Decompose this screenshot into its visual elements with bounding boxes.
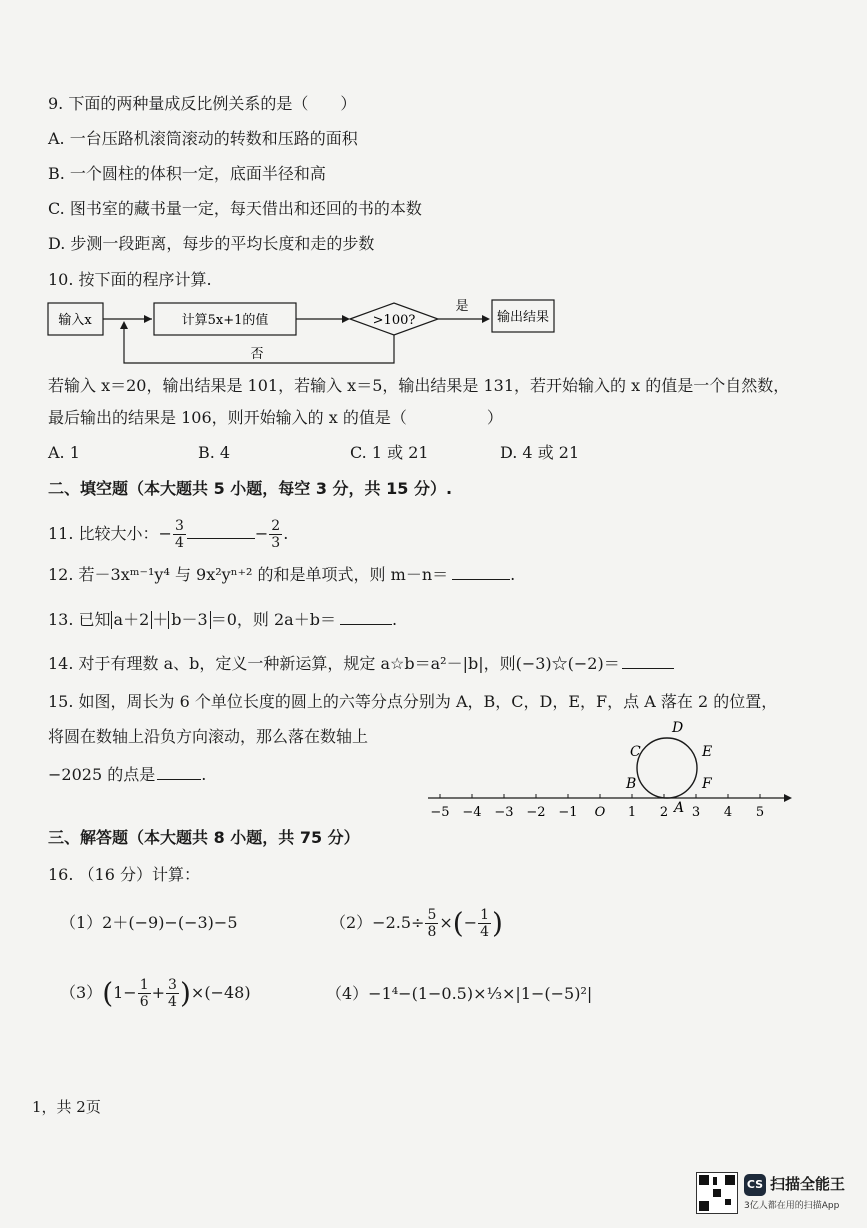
q11-fraction-2: $\frac{2}{3}$ — [271, 518, 281, 551]
q10-stem: 10. 按下面的程序计算. — [48, 270, 212, 289]
q11-fraction-1: $\frac{3}{4}$ — [174, 518, 184, 551]
q14 — [48, 652, 674, 674]
q15-line-1: 15. 如图，周长为 6 个单位长度的圆上的六等分点分别为 A，B，C，D，E，F，点 A 落在 2 的位置， — [48, 692, 778, 711]
circle-point-d: D — [672, 720, 684, 736]
app-slogan: 3亿人都在用的扫描App — [744, 1201, 840, 1211]
q15-number-line-figure — [420, 718, 800, 824]
q16-part-2: （2）−2.5÷ $\frac{5}{8}$ ×(− $\frac{1}{4}$ ) — [330, 906, 503, 940]
flow-output-box: 输出结果 — [496, 310, 550, 325]
qr-code-icon — [696, 1172, 738, 1214]
axis-tick-label: 1 — [627, 805, 637, 820]
q10-option-c: C. 1 或 21 — [350, 443, 429, 462]
q10-option-d: D. 4 或 21 — [500, 443, 580, 462]
q13-answer-blank[interactable] — [340, 608, 392, 625]
q16-p3-fraction-1: $\frac{1}{6}$ — [139, 977, 149, 1010]
q16-p2-fraction: $\frac{5}{8}$ — [427, 907, 437, 940]
q11: 11. 比较大小：− $\frac{3}{4}$ − $\frac{2}{3}$ . — [48, 518, 289, 551]
flow-compute-box: 计算5x+1的值 — [181, 313, 269, 328]
q9-stem: 9. 下面的两种量成反比例关系的是（ ） — [48, 94, 357, 113]
q10-text-2: 最后输出的结果是 106，则开始输入的 x 的值是（ ） — [48, 408, 503, 427]
axis-tick-label: 4 — [723, 805, 733, 820]
q16-part-4: （4）−1⁴−(1−0.5)×⅓×|1−(−5)²| — [326, 984, 593, 1003]
q15-circle — [637, 738, 697, 798]
axis-tick-label: 5 — [755, 805, 765, 820]
q10-option-b: B. 4 — [198, 443, 231, 462]
q13: 13. 已知 a＋2 ＋ b－3 ＝0，则 2a＋b＝ . — [48, 610, 398, 629]
q13-lead: 13. 已知 — [48, 610, 111, 629]
q14-answer-blank[interactable] — [622, 652, 674, 669]
axis-tick-label: −5 — [430, 805, 450, 820]
q16-part-3: （3）(1− $\frac{1}{6}$ + $\frac{3}{4}$ )×(−48) — [60, 976, 251, 1010]
circle-point-f: F — [702, 776, 712, 792]
flow-input-box: 输入x — [58, 313, 92, 328]
camscanner-logo-icon: CS — [744, 1174, 766, 1196]
q15-line-3: −2025 的点是 . — [48, 765, 207, 784]
axis-tick-label: 2 — [659, 805, 669, 820]
q13-tail: ＝0，则 2a＋b＝ — [210, 610, 336, 629]
axis-tick-label: 3 — [691, 805, 701, 820]
axis-tick-label: −3 — [494, 805, 514, 820]
q11-answer-blank[interactable] — [187, 522, 255, 539]
q13-abs-1: a＋2 — [111, 611, 153, 629]
q10-text-1: 若输入 x＝20，输出结果是 101，若输入 x＝5，输出结果是 131，若开始输入的 x 的值是一个自然数， — [48, 376, 790, 395]
q11-lead: 11. 比较大小： — [48, 524, 159, 543]
q9-option-d: D. 步测一段距离，每步的平均长度和走的步数 — [48, 234, 375, 253]
q16-stem: 16. （16 分）计算： — [48, 865, 200, 884]
q12-answer-blank[interactable] — [452, 563, 510, 580]
section-3-heading: 三、解答题（本大题共 8 小题，共 75 分） — [48, 828, 360, 847]
q12-text: 12. 若－3xᵐ⁻¹y⁴ 与 9x²yⁿ⁺² 的和是单项式，则 m－n＝ — [48, 565, 449, 584]
q9-option-c: C. 图书室的藏书量一定，每天借出和还回的书的本数 — [48, 199, 422, 218]
flow-yes-label: 是 — [455, 299, 469, 314]
circle-point-a: A — [674, 800, 685, 816]
flow-condition-diamond: >100? — [372, 313, 416, 328]
axis-tick-label: −1 — [558, 805, 578, 820]
q16-part-1: （1）2＋(−9)−(−3)−5 — [60, 913, 238, 932]
q15-line-3-text: −2025 的点是 — [48, 765, 156, 784]
q12: 12. 若－3xᵐ⁻¹y⁴ 与 9x²yⁿ⁺² 的和是单项式，则 m－n＝ . — [48, 565, 516, 584]
q10-option-a: A. 1 — [48, 443, 80, 462]
circle-point-c: C — [630, 744, 641, 760]
q10-flowchart — [44, 295, 564, 370]
section-2-heading: 二、填空题（本大题共 5 小题，每空 3 分，共 15 分）. — [48, 479, 453, 498]
q15-answer-blank[interactable] — [157, 763, 201, 780]
q9-option-a: A. 一台压路机滚筒滚动的转数和压路的面积 — [48, 129, 358, 148]
page-footer: 1，共 2页 — [32, 1098, 101, 1116]
flow-no-label: 否 — [250, 347, 264, 362]
q13-abs-2: b－3 — [168, 611, 210, 629]
axis-tick-label: −4 — [462, 805, 482, 820]
circle-point-e: E — [702, 744, 713, 760]
q16-p3-fraction-2: $\frac{3}{4}$ — [168, 977, 177, 1010]
q16-p2-fraction-2: $\frac{1}{4}$ — [480, 907, 490, 940]
circle-point-b: B — [626, 776, 637, 792]
axis-tick-label: −2 — [526, 805, 546, 820]
app-name: 扫描全能王 — [770, 1175, 846, 1193]
q15-line-2: 将圆在数轴上沿负方向滚动，那么落在数轴上 — [48, 727, 369, 746]
q9-option-b: B. 一个圆柱的体积一定，底面半径和高 — [48, 164, 326, 183]
q14-text: 14. 对于有理数 a、b，定义一种新运算，规定 a☆b＝a²－|b|，则(−3)☆(−2)＝ — [48, 654, 620, 673]
axis-tick-label: O — [594, 805, 606, 820]
